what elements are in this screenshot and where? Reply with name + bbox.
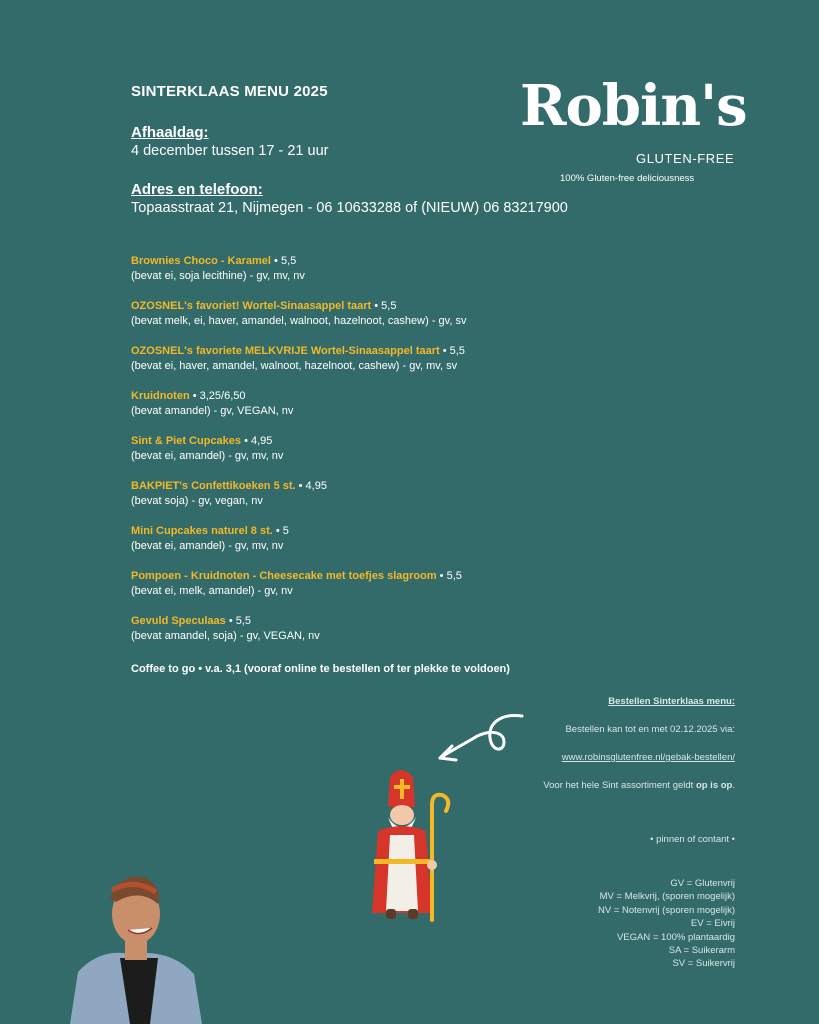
legend-item: NV = Notenvrij (sporen mogelijk) — [597, 904, 735, 916]
logo-subtitle: GLUTEN-FREE — [636, 151, 735, 166]
legend-item: GV = Glutenvrij — [670, 878, 735, 889]
legend-item: EV = Eivrij — [690, 918, 735, 930]
menu-item-desc: (bevat ei, haver, amandel, walnoot, hazelnoot, cashew) - gv, mv, sv — [131, 360, 458, 372]
address-label: Adres en telefoon : — [131, 181, 568, 198]
order-note-text: Voor het hele Sint assortiment geldt — [543, 780, 696, 791]
legend-item: SA = Suikerarm — [668, 945, 735, 957]
menu-item-price: • 4,95 — [295, 480, 327, 492]
menu-item-name: Sint & Piet Cupcakes — [131, 435, 242, 447]
menu-item-name: Pompoen - Kruidnoten - Cheesecake met toefjes slagroom — [131, 570, 437, 582]
menu-item-desc: (bevat ei, amandel) - gv, mv, nv — [131, 540, 284, 552]
menu-item-desc: (bevat soja) - gv, vegan, nv — [131, 495, 263, 507]
menu-item-desc: (bevat amandel) - gv, VEGAN, nv — [131, 405, 294, 417]
order-note — [543, 780, 735, 791]
menu-item — [131, 524, 651, 554]
robins-logo — [515, 73, 747, 188]
order-link[interactable]: www.robinsglutenfree.nl/gebak-bestellen/ — [561, 752, 735, 763]
menu-item — [131, 299, 651, 329]
menu-item-name: OZOSNEL's favoriete MELKVRIJE Wortel-Sinaasappel taart — [131, 345, 440, 357]
menu-item-price: • 5,5 — [436, 570, 462, 582]
order-heading: Bestellen Sinterklaas menu : — [543, 696, 735, 707]
address-value: Topaasstraat 21, Nijmegen - 06 10633288 of (NIEUW) 06 83217900 — [131, 200, 568, 216]
menu-item-name: Gevuld Speculaas — [131, 615, 226, 627]
menu-list — [131, 254, 651, 659]
menu-item — [131, 614, 651, 644]
order-note-end: . — [732, 780, 735, 791]
menu-item — [131, 344, 651, 374]
arrow-icon — [430, 708, 530, 768]
pickup-section — [131, 124, 328, 159]
menu-item-price: • 4,95 — [241, 435, 273, 447]
menu-item-name: BAKPIET's Confettikoeken 5 st. — [131, 480, 296, 492]
menu-item-desc: (bevat amandel, soja) - gv, VEGAN, nv — [131, 630, 320, 642]
logo-tagline: 100% Gluten-free deliciousness — [560, 173, 695, 184]
menu-item-desc: (bevat ei, amandel) - gv, mv, nv — [131, 450, 284, 462]
menu-item-name: Kruidnoten — [131, 390, 190, 402]
legend-item: VEGAN = 100% plantaardig — [616, 931, 735, 943]
menu-item-price: • 5,5 — [439, 345, 465, 357]
menu-item — [131, 254, 651, 284]
coffee-line: Coffee to go • v.a. 3,1 (vooraf online te bestellen of ter plekke te voldoen) — [131, 663, 510, 675]
menu-item-name: Brownies Choco - Karamel — [131, 255, 271, 267]
menu-item-name: Mini Cupcakes naturel 8 st. — [131, 525, 273, 537]
menu-item-price: • 5,5 — [270, 255, 297, 267]
menu-item — [131, 389, 651, 419]
menu-item-price: • 5,5 — [225, 615, 252, 627]
menu-item — [131, 434, 651, 464]
sinterklaas-illustration — [360, 765, 460, 930]
legend — [598, 877, 735, 971]
address-section — [131, 181, 568, 216]
pickup-value: 4 december tussen 17 - 21 uur — [131, 143, 329, 159]
menu-item-desc: (bevat melk, ei, haver, amandel, walnoot, hazelnoot, cashew) - gv, sv — [131, 315, 467, 327]
menu-item-desc: (bevat ei, soja lecithine) - gv, mv, nv — [131, 270, 305, 282]
menu-item-price: • 5,5 — [371, 300, 397, 312]
payment-methods: • pinnen of contant • — [650, 834, 735, 845]
legend-item: SV = Suikervrij — [672, 958, 735, 970]
pickup-label: Afhaaldag : — [131, 124, 328, 141]
order-note-bold: op is op — [695, 780, 733, 791]
page-title: SINTERKLAAS MENU 2025 — [131, 83, 328, 100]
order-deadline: Bestellen kan tot en met 02.12.2025 via: — [565, 724, 735, 735]
menu-item-name: OZOSNEL's favoriet! Wortel-Sinaasappel taart — [131, 300, 372, 312]
menu-item — [131, 569, 651, 599]
menu-item — [131, 479, 651, 509]
logo-wordmark: Robin's — [520, 73, 747, 139]
legend-item: MV = Melkvrij, (sporen mogelijk) — [599, 891, 735, 903]
order-info — [543, 696, 735, 808]
menu-item-price: • 3,25/6,50 — [189, 390, 246, 402]
menu-item-price: • 5 — [272, 525, 289, 537]
menu-item-desc: (bevat ei, melk, amandel) - gv, nv — [131, 585, 293, 597]
person-photo — [70, 868, 210, 1024]
